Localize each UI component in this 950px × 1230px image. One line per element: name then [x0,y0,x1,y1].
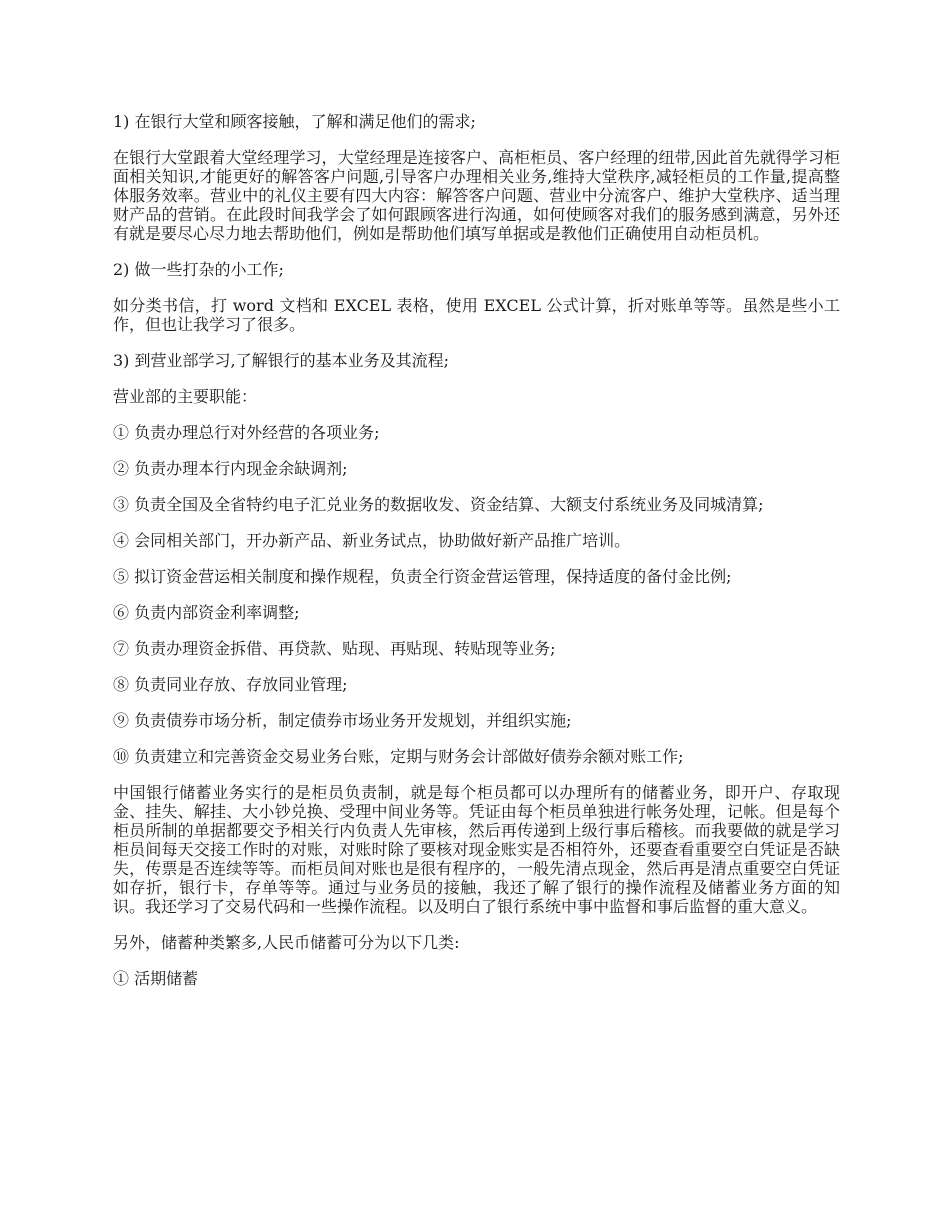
list-item: ⑨ 负责债券市场分析，制定债券市场业务开发规划，并组织实施; [113,711,572,730]
paragraph: 2) 做一些打杂的小工作; [113,260,284,279]
paragraph: 3) 到营业部学习,了解银行的基本业务及其流程; [113,351,449,370]
list-item: ① 负责办理总行对外经营的各项业务; [113,423,380,442]
list-item: ⑦ 负责办理资金拆借、再贷款、贴现、再贴现、转贴现等业务; [113,639,556,658]
paragraph: 1) 在银行大堂和顾客接触，了解和满足他们的需求; [113,112,476,131]
list-item: ③ 负责全国及全省特约电子汇兑业务的数据收发、资金结算、大额支付系统业务及同城清算; [113,495,764,514]
paragraph: 营业部的主要职能： [113,387,258,406]
list-item: ② 负责办理本行内现金余缺调剂; [113,459,348,478]
list-item: ⑩ 负责建立和完善资金交易业务台账，定期与财务会计部做好债券余额对账工作; [113,747,684,766]
paragraph: 中国银行储蓄业务实行的是柜员负责制，就是每个柜员都可以办理所有的储蓄业务，即开户、存取现金、挂失、解挂、大小钞兑换、受理中间业务等。凭证由每个柜员单独进行帐务处理，记帐。但是每个柜员所制的单据都要交予相关行内负责人先审核，然后再传递到上级行事后稽核。而我要做的就是学习柜员间每天交接工作时的对账，对账时除了要核对现金账实是否相符外，还要查看重要空白凭证是否缺失，传票是否连续等等。而柜员间对账也是很有程序的，一般先清点现金，然后再是清点重要空白凭证如存折，银行卡，存单等等。通过与业务员的接触，我还了解了银行的操作流程及储蓄业务方面的知识。我还学习了交易代码和一些操作流程。以及明白了银行系统中事中监督和事后监督的重大意义。 [113,783,840,916]
list-item: ⑥ 负责内部资金利率调整; [113,603,300,622]
paragraph: 如分类书信，打 word 文档和 EXCEL 表格，使用 EXCEL 公式计算，折对账单等等。虽然是些小工作，但也让我学习了很多。 [113,296,840,334]
list-item: ① 活期储蓄 [113,969,199,988]
list-item: ⑤ 拟订资金营运相关制度和操作规程，负责全行资金营运管理，保持适度的备付金比例; [113,567,732,586]
document-body [113,112,840,1005]
list-item: ④ 会同相关部门，开办新产品、新业务试点，协助做好新产品推广培训。 [113,531,631,550]
list-item: ⑧ 负责同业存放、存放同业管理; [113,675,348,694]
paragraph: 另外，储蓄种类繁多,人民币储蓄可分为以下几类: [113,933,460,952]
paragraph: 在银行大堂跟着大堂经理学习，大堂经理是连接客户、高柜柜员、客户经理的纽带,因此首先就得学习柜面相关知识,才能更好的解答客户问题,引导客户办理相关业务,维持大堂秩序,减轻柜员的工作量,提高整体服务效率。营业中的礼仪主要有四大内容：解答客户问题、营业中分流客户、维护大堂秩序、适当理财产品的营销。在此段时间我学会了如何跟顾客进行沟通，如何使顾客对我们的服务感到满意，另外还有就是要尽心尽力地去帮助他们，例如是帮助他们填写单据或是教他们正确使用自动柜员机。 [113,148,840,243]
